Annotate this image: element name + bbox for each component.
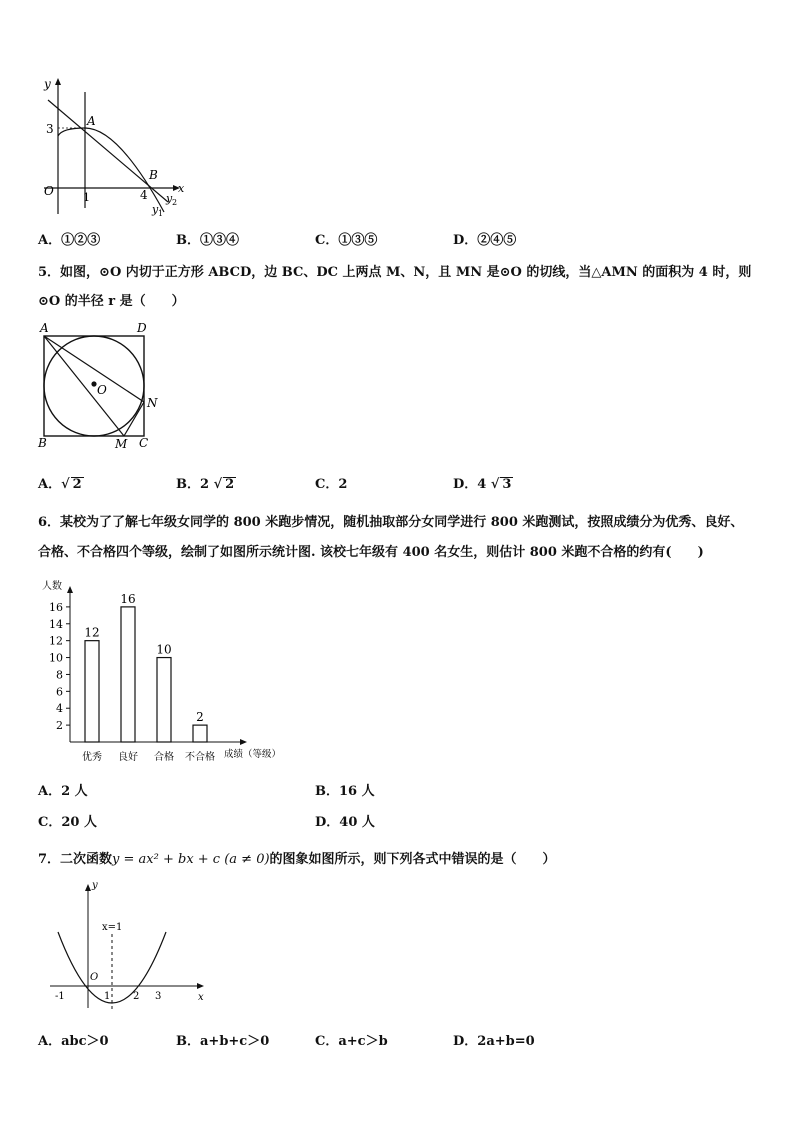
q4-label-3: 3 <box>46 122 54 136</box>
y-tick-label: 8 <box>56 668 63 682</box>
bar <box>193 725 207 742</box>
q7-label-3: 3 <box>155 991 162 1002</box>
q7-label-m1: -1 <box>55 991 65 1002</box>
q5-option-a[interactable]: A．√ 2 <box>38 477 82 492</box>
bar-value-label: 10 <box>156 642 172 657</box>
q7-option-c[interactable]: C．a+c＞b <box>315 1034 388 1049</box>
chart-x-arrow <box>240 739 247 745</box>
q5-line-am <box>44 336 124 436</box>
q6-option-c[interactable]: C．20 人 <box>38 815 97 830</box>
q4-label-y1-sub: 1 <box>158 209 164 218</box>
q6-bar-chart <box>36 576 296 768</box>
q4-label-y2-sub: 2 <box>172 198 178 207</box>
q7-label-x: x <box>198 992 204 1003</box>
q5-option-b[interactable]: B．2 √ 2 <box>176 477 235 492</box>
x-category-label: 优秀 <box>82 752 102 763</box>
sqrt-sign: √ <box>213 477 223 492</box>
q6-option-a[interactable]: A．2 人 <box>38 784 88 799</box>
q4-graph <box>36 74 196 220</box>
q5-label-N: N <box>147 396 158 410</box>
y-tick-label: 2 <box>56 719 63 733</box>
y-tick-label: 14 <box>49 617 63 631</box>
q7-x-arrow <box>197 983 204 989</box>
q4-option-d[interactable]: D．②④⑤ <box>453 233 517 248</box>
bar <box>157 658 171 742</box>
q4-label-y1: y <box>152 203 159 216</box>
q5-option-d[interactable]: D．4 √ 3 <box>453 477 512 492</box>
q5-line-an <box>44 336 144 402</box>
q5-label-O: O <box>97 383 107 397</box>
q4-label-y: y <box>44 77 51 91</box>
y-tick-label: 10 <box>49 651 63 665</box>
q7-graph <box>40 876 220 1016</box>
q6-option-d[interactable]: D．40 人 <box>315 815 375 830</box>
q5-line-mn <box>124 402 144 436</box>
q5-label-B: B <box>38 436 47 450</box>
q6-option-b[interactable]: B．16 人 <box>315 784 375 799</box>
q4-label-4: 4 <box>140 188 148 202</box>
q5-option-c[interactable]: C．2 <box>315 477 348 492</box>
q4-label-origin: O <box>44 184 54 198</box>
q7-label-1: 1 <box>104 991 111 1002</box>
q5-question-line1: 5．如图，⊙O 内切于正方形 ABCD，边 BC、DC 上两点 M、N，且 MN 是⊙O 的切线，当△AMN 的面积为 4 时，则 <box>38 265 752 280</box>
q5-label-D: D <box>137 321 147 335</box>
sqrt-sign: √ <box>490 477 500 492</box>
q7-label-axis: x=1 <box>102 922 123 933</box>
q4-label-y2: y <box>166 192 173 205</box>
q4-option-c[interactable]: C．①③⑤ <box>315 233 378 248</box>
bar <box>85 641 99 742</box>
q4-label-A: A <box>87 114 96 128</box>
q6-question-line1: 6．某校为了了解七年级女同学的 800 米跑步情况，随机抽取部分女同学进行 800 米跑测试，按照成绩分为优秀、良好、 <box>38 515 744 530</box>
q7-option-a[interactable]: A．abc＞0 <box>38 1034 109 1049</box>
q4-label-x: x <box>178 182 185 195</box>
sqrt-sign: √ <box>61 477 70 492</box>
y-tick-label: 6 <box>56 685 63 699</box>
y-tick-label: 16 <box>49 600 63 614</box>
chart-y-arrow <box>67 586 73 593</box>
q5-figure <box>36 318 166 454</box>
q7-label-y: y <box>92 880 98 891</box>
q6-question-line2: 合格、不合格四个等级，绘制了如图所示统计图. 该校七年级有 400 名女生，则估计 800 米跑不合格的约有( ) <box>38 545 704 560</box>
q5-label-A: A <box>40 321 49 335</box>
q7-formula: y = ax² + bx + c (a ≠ 0) <box>112 852 270 867</box>
y-tick-label: 4 <box>56 702 63 716</box>
bar-value-label: 16 <box>120 591 136 606</box>
y-tick-label: 12 <box>49 634 63 648</box>
q4-option-a[interactable]: A．①②③ <box>38 233 101 248</box>
x-category-label: 良好 <box>118 752 138 763</box>
chart-xlabel: 成绩（等级） <box>224 749 282 760</box>
q4-option-b[interactable]: B．①③④ <box>176 233 240 248</box>
q7-label-O: O <box>90 972 99 983</box>
q7-option-b[interactable]: B．a+b+c＞0 <box>176 1034 270 1049</box>
q4-line-y2 <box>48 100 168 202</box>
q7-option-d[interactable]: D．2a+b=0 <box>453 1034 535 1049</box>
q7-question: 7．二次函数y = ax² + bx + c (a ≠ 0)的图象如图所示，则下列各式中错误的是（ ） <box>38 852 556 867</box>
q7-label-2: 2 <box>133 991 140 1002</box>
q5-center-dot <box>91 381 96 386</box>
q5-label-M: M <box>115 437 128 451</box>
q4-label-B: B <box>149 168 158 182</box>
q4-label-1: 1 <box>83 191 90 204</box>
chart-ylabel: 人数 <box>42 581 62 592</box>
bar-value-label: 12 <box>84 625 100 640</box>
q7-y-arrow <box>85 884 91 891</box>
x-category-label: 合格 <box>154 752 174 763</box>
bar <box>121 607 135 742</box>
x-category-label: 不合格 <box>185 752 215 763</box>
bar-value-label: 2 <box>196 710 204 725</box>
q5-label-C: C <box>139 436 149 450</box>
q5-question-line2: ⊙O 的半径 r 是（ ） <box>38 294 185 309</box>
q4-y-arrow <box>55 78 61 85</box>
